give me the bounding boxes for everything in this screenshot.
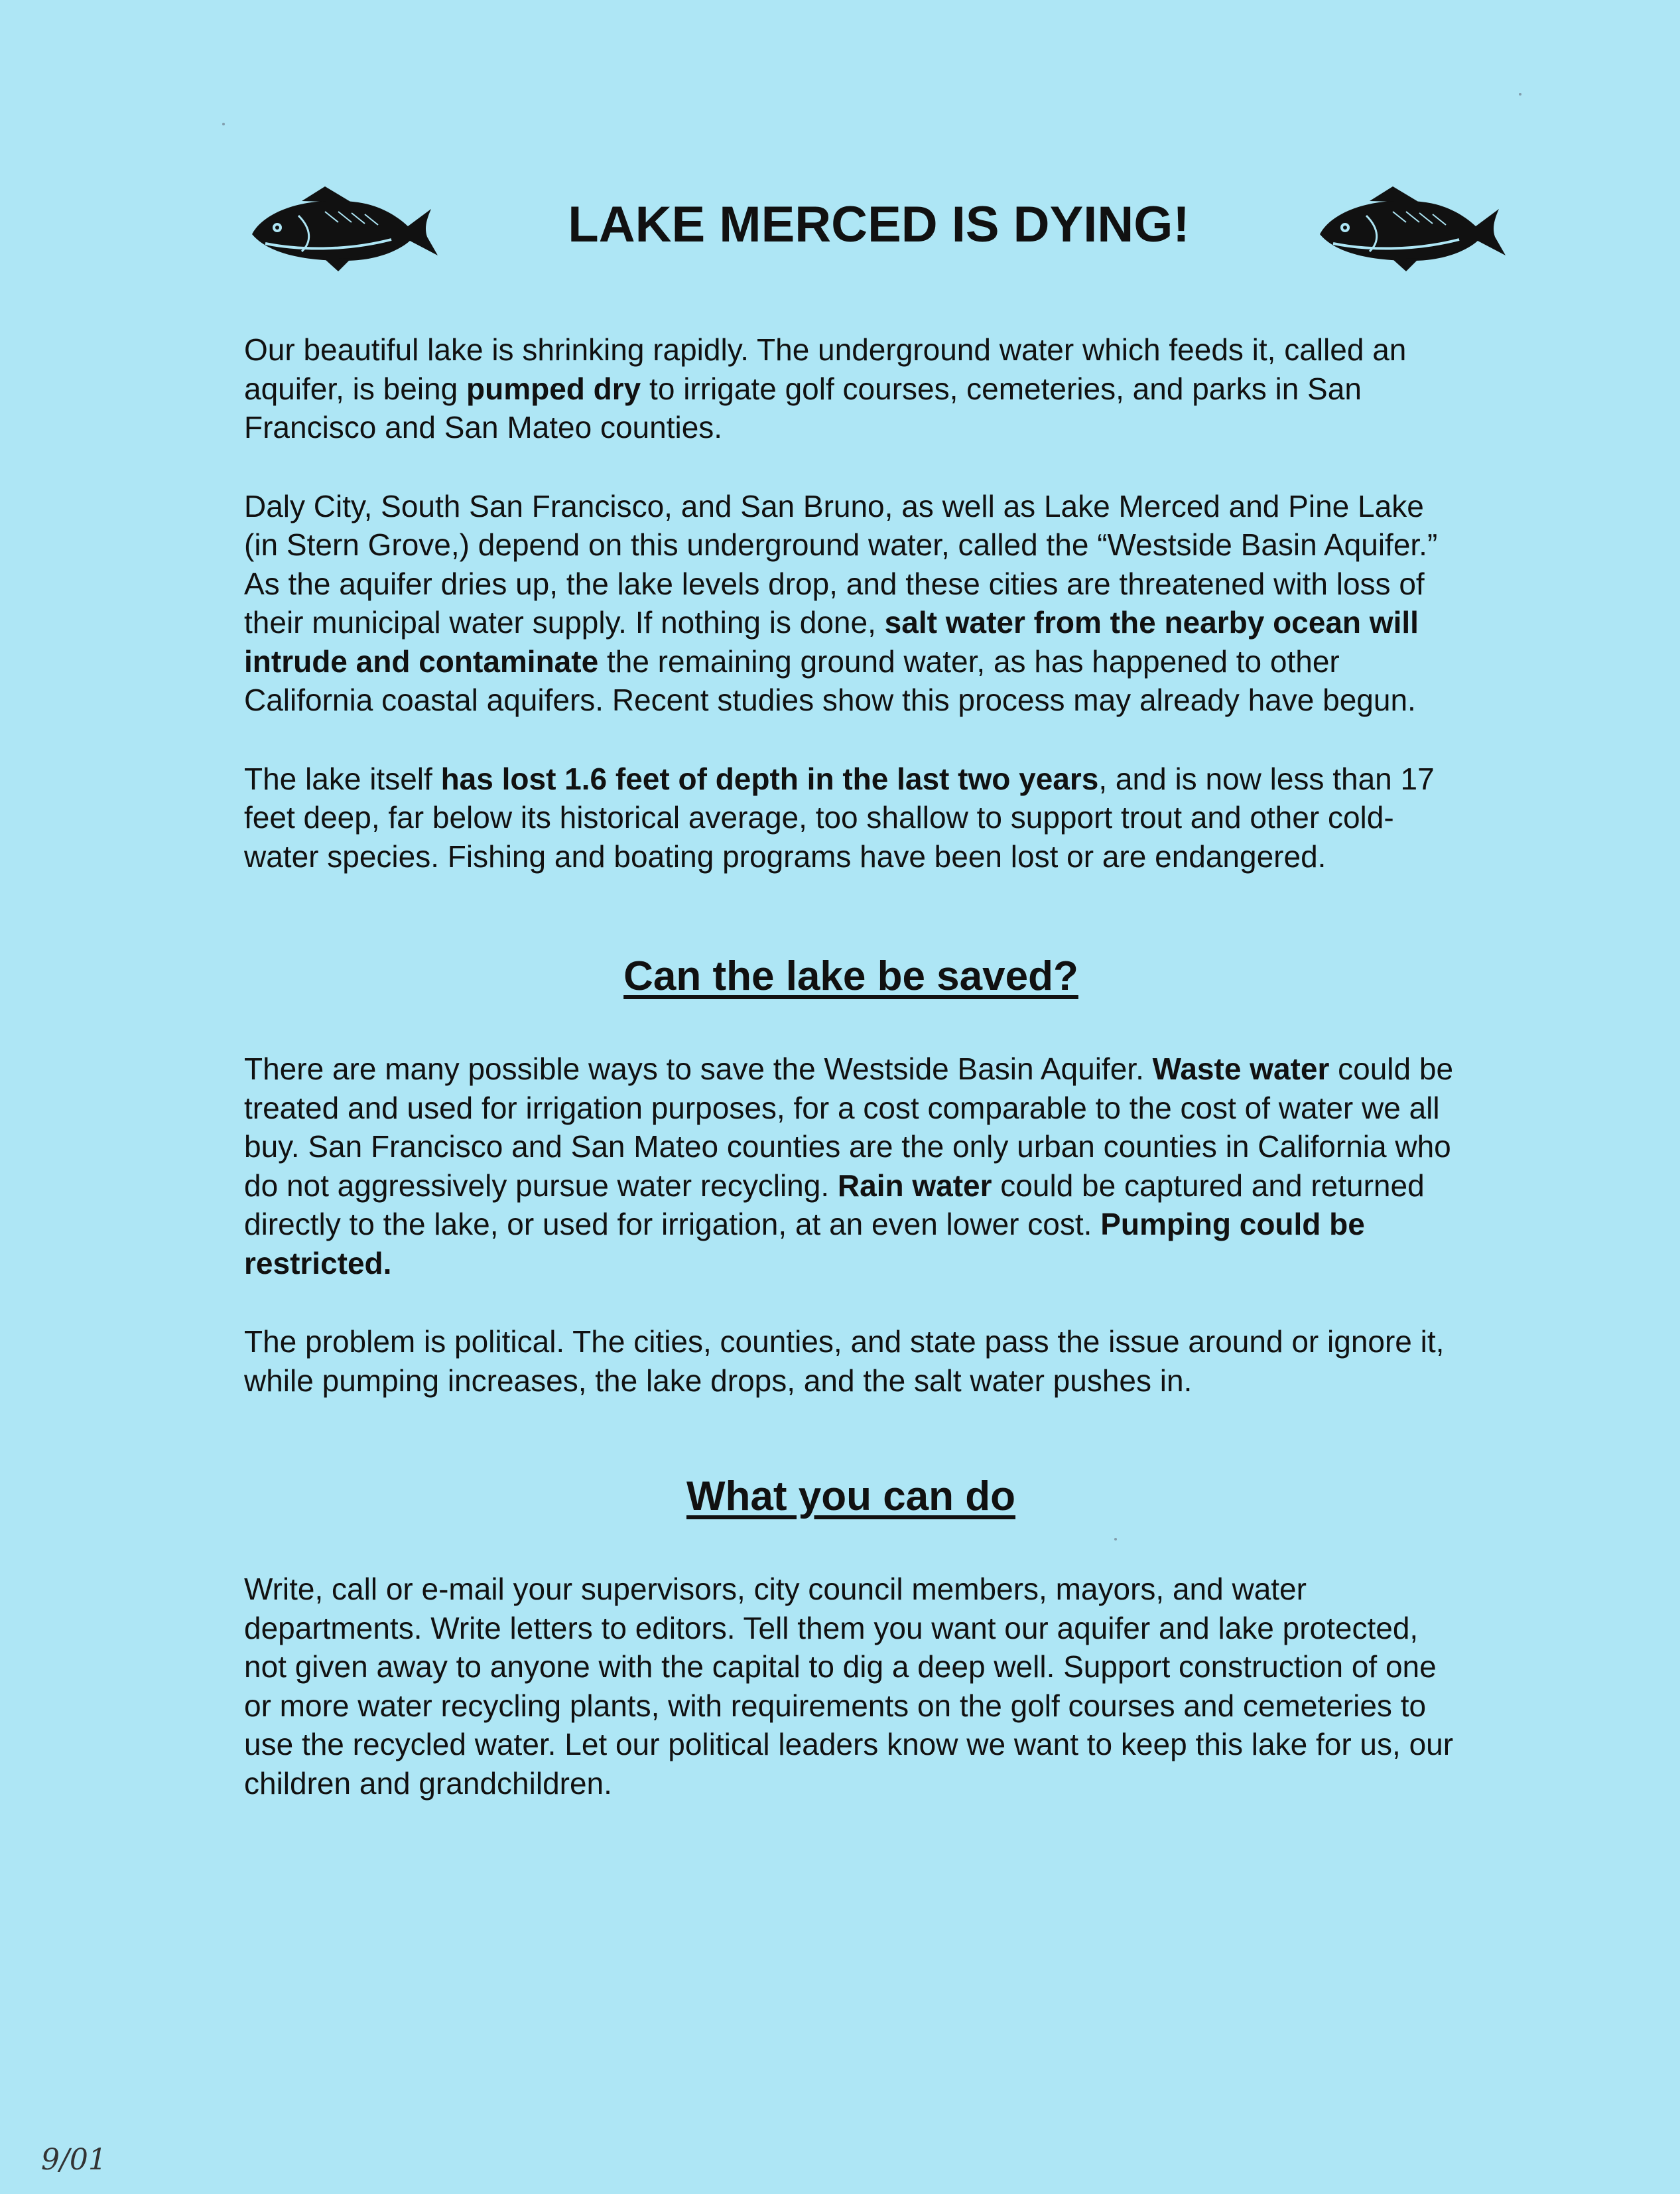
- text: The lake itself: [244, 761, 441, 796]
- text: There are many possible ways to save the Westside Basin Aquifer.: [244, 1052, 1153, 1086]
- paper-speck: [1519, 93, 1521, 96]
- paper-speck: [222, 123, 225, 125]
- text: Our beautiful lake is shrinking rapidly. The underground water which feeds it, called an aquifer, is being: [244, 332, 1407, 406]
- text: could be treated and used for irrigation purposes, for a cost comparable to the cost of water we all buy. San Francisco and San Mateo counties are the only urban counties in California who do not aggressively pursue water recycling.: [244, 1052, 1454, 1203]
- page-title: LAKE MERCED IS DYING!: [568, 196, 1190, 253]
- text: , and is now less than 17 feet deep, far below its historical average, too shallow to support trout and other cold-water species. Fishing and boating programs have been lost or are endangered.: [244, 761, 1435, 874]
- fish-icon: [1307, 182, 1519, 275]
- paper-speck: [1114, 1538, 1117, 1541]
- paragraph-aquifer: [244, 487, 1458, 720]
- paragraph-political: The problem is political. The cities, counties, and state pass the issue around or ignore it, while pumping increases, the lake drops, and the salt water pushes in.: [244, 1324, 1445, 1398]
- emphasis-text: Pumping could be restricted.: [244, 1207, 1365, 1280]
- heading-what-you-can-do: What you can do: [686, 1474, 1015, 1519]
- text: could be captured and returned directly to the lake, or used for irrigation, at an even lower cost.: [244, 1168, 1425, 1241]
- body-content: [244, 330, 1458, 1842]
- paragraph-intro: [244, 330, 1458, 447]
- emphasis-text: Rain water: [837, 1168, 992, 1203]
- paragraph-depth: [244, 760, 1458, 876]
- text: Daly City, South San Francisco, and San Bruno, as well as Lake Merced and Pine Lake (in Stern Grove,) depend on this underground water, called the “Westside Basin Aquifer.” As the aquifer dries up, the lake levels drop, and these cities are threatened with loss of their municipal water supply. If nothing is done,: [244, 488, 1438, 640]
- emphasis-text: salt water from the nearby ocean will intrude and contaminate: [244, 605, 1419, 679]
- paragraph-solutions: [244, 1050, 1458, 1282]
- header: [239, 176, 1519, 275]
- text: the remaining ground water, as has happened to other California coastal aquifers. Recent studies show this process may already have begun.: [244, 644, 1416, 717]
- text: to irrigate golf courses, cemeteries, and parks in San Francisco and San Mateo counties.: [244, 371, 1362, 445]
- heading-can-lake-be-saved: Can the lake be saved?: [623, 953, 1078, 999]
- handwritten-date: 9/01: [41, 2143, 107, 2177]
- emphasis-text: has lost 1.6 feet of depth in the last two years: [440, 761, 1099, 796]
- paragraph-action: Write, call or e-mail your supervisors, city council members, mayors, and water departments. Write letters to editors. Tell them you want our aquifer and lake protected, not given away to anyone with the capital to dig a deep well. Support construction of one or more water recycling plants, with requirements on the golf courses and cemeteries to use the recycled water. Let our political leaders know we want to keep this lake for us, our children and grandchildren.: [244, 1572, 1454, 1801]
- emphasis-text: pumped dry: [466, 371, 641, 406]
- emphasis-text: Waste water: [1152, 1052, 1330, 1086]
